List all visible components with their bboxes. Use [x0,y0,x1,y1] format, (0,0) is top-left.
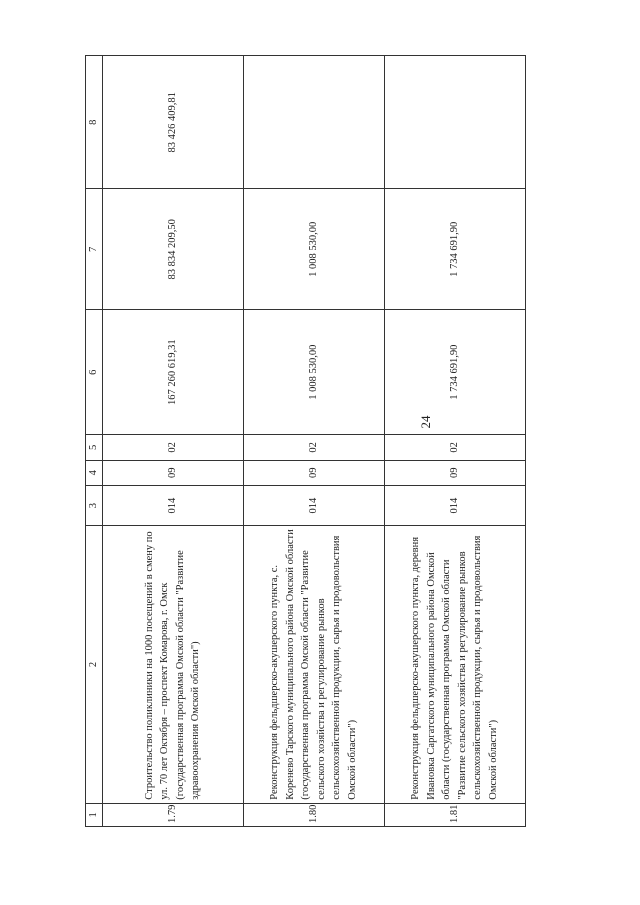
row-description: Строительство поликлиники на 1000 посещений в смену по ул. 70 лет Октября – проспект Комарова, г. Омск (государственная программа Омской области "Развитие здравоохранения Омской области") [102,526,243,803]
header-cell-6: 6 [86,310,103,435]
row-number: 1.79 [102,803,243,826]
row-amount-8 [243,56,384,190]
header-cell-7: 7 [86,189,103,310]
header-cell-2: 2 [86,526,103,803]
page-number: 24 [418,415,433,429]
header-cell-4: 4 [86,460,103,485]
row-amount-7: 1 008 530,00 [243,189,384,310]
row-amount-7: 1 734 691,90 [384,189,525,310]
row-amount-6: 167 260 619,31 [102,310,243,435]
table-row [384,56,525,827]
row-amount-7: 83 834 209,50 [102,189,243,310]
row-code-4: 09 [243,460,384,485]
budget-table [85,55,526,827]
row-code-3: 014 [102,486,243,526]
table-row [102,56,243,827]
row-code-3: 014 [384,486,525,526]
row-description: Реконструкция фельдшерско-акушерского пункта, деревня Ивановка Саргатского муниципального района Омской области (государственная программа Омской области "Развитие сельского хозяйства и регулирование рынков сельскохозяйственной продукции, сырья и продовольствия Омской области") [384,526,525,803]
row-code-4: 09 [384,460,525,485]
header-cell-5: 5 [86,435,103,460]
row-code-5: 02 [102,435,243,460]
row-amount-6: 1 008 530,00 [243,310,384,435]
row-description: Реконструкция фельдшерско-акушерского пункта, с. Коренево Тарского муниципального района Омской области (государственная программа Омской области "Развитие сельского хозяйства и регулирование рынков сельскохозяйственной продукции, сырья и продовольствия Омской области") [243,526,384,803]
row-code-3: 014 [243,486,384,526]
row-number: 1.80 [243,803,384,826]
row-amount-6: 1 734 691,90 [384,310,525,435]
row-amount-8 [384,56,525,190]
header-row [86,56,103,827]
header-cell-3: 3 [86,486,103,526]
header-cell-1: 1 [86,803,103,826]
header-cell-8: 8 [86,56,103,190]
row-code-4: 09 [102,460,243,485]
row-amount-8: 83 426 409,81 [102,56,243,190]
row-code-5: 02 [384,435,525,460]
row-code-5: 02 [243,435,384,460]
row-number: 1.81 [384,803,525,826]
table-row [243,56,384,827]
